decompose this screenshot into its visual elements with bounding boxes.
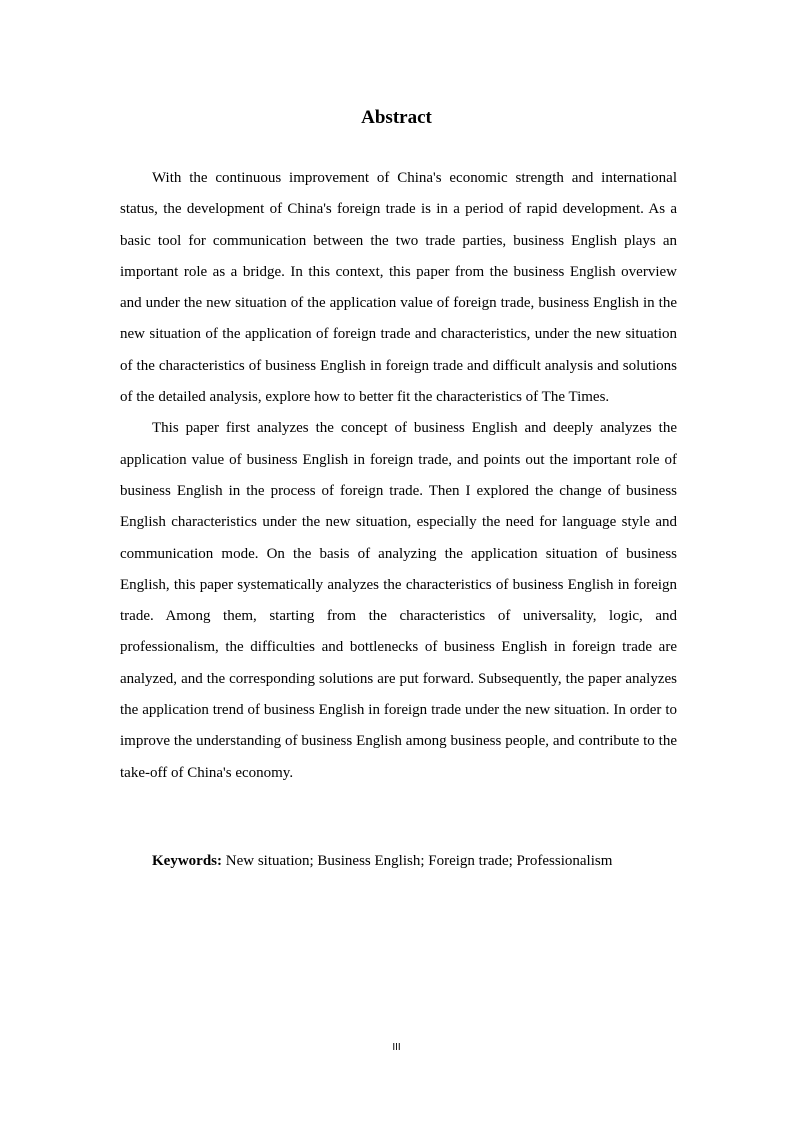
abstract-paragraph-1: With the continuous improvement of China's economic strength and international status, the development of China's foreign trade is in a period of rapid development. As a basic tool for communication between the two trade parties, business English plays an important role as a bridge. In this context, this paper from the business English overview and under the new situation of the application value of foreign trade, business English in the new situation of the application of foreign trade and characteristics, under the new situation of the characteristics of business English in foreign trade and difficult analysis and solutions of the detailed analysis, explore how to better fit the characteristics of The Times. [120, 170, 677, 406]
abstract-title: Abstract [361, 107, 432, 128]
keywords-line [152, 849, 692, 873]
abstract-paragraph-2: This paper first analyzes the concept of business English and deeply analyzes the application value of business English in foreign trade, and points out the important role of business English in the process of foreign trade. Then I explored the change of business English characteristics under the new situation, especially the need for language style and communication mode. On the basis of analyzing the application situation of business English, this paper systematically analyzes the characteristics of business English in foreign trade. Among them, starting from the characteristics of universality, logic, and professionalism, the difficulties and bottlenecks of business English in foreign trade are analyzed, and the corresponding solutions are put forward. Subsequently, the paper analyzes the application trend of business English in foreign trade under the new situation. In order to improve the understanding of business English among business people, and contribute to the take-off of China's economy. [120, 420, 677, 781]
page-number: III [392, 1042, 401, 1053]
keywords-text: New situation; Business English; Foreign trade; Professionalism [225, 853, 613, 869]
keywords-label: Keywords: [152, 853, 222, 869]
abstract-body [120, 163, 677, 789]
